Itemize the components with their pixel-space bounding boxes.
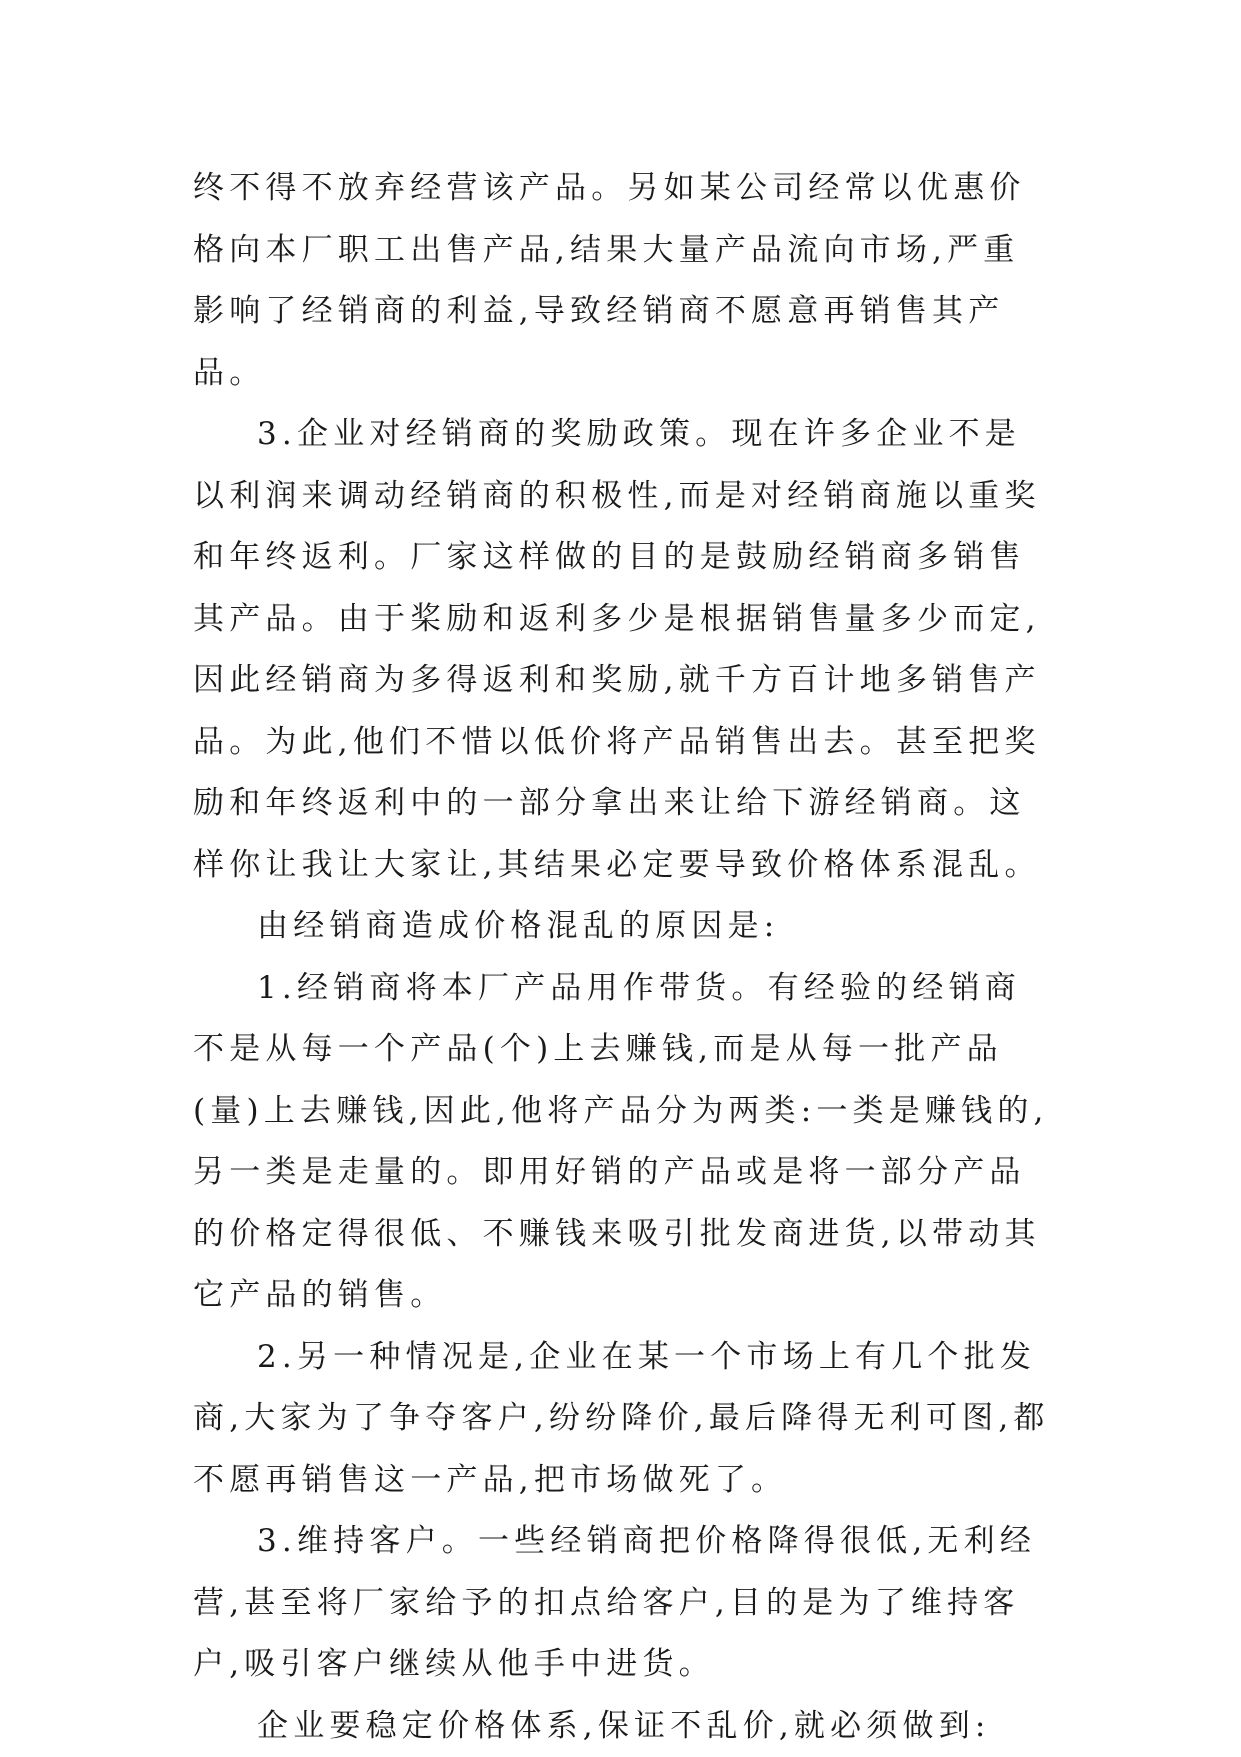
paragraph: 企业要稳定价格体系,保证不乱价,就必须做到:	[193, 1696, 1053, 1757]
paragraph: 1.经销商将本厂产品用作带货。有经验的经销商不是从每一个产品(个)上去赚钱,而是从每一批产品(量)上去赚钱,因此,他将产品分为两类:一类是赚钱的,另一类是走量的。即用好销的产品或是将一部分产品的价格定得很低、不赚钱来吸引批发商进货,以带动其它产品的销售。	[193, 958, 1053, 1327]
body-text	[193, 158, 1053, 1757]
paragraph: 3.企业对经销商的奖励政策。现在许多企业不是以利润来调动经销商的积极性,而是对经销商施以重奖和年终返利。厂家这样做的目的是鼓励经销商多销售其产品。由于桨励和返利多少是根据销售量多少而定,因此经销商为多得返利和奖励,就千方百计地多销售产品。为此,他们不惜以低价将产品销售出去。甚至把奖励和年终返利中的一部分拿出来让给下游经销商。这样你让我让大家让,其结果必定要导致价格体系混乱。	[193, 404, 1053, 896]
paragraph: 2.另一种情况是,企业在某一个市场上有几个批发商,大家为了争夺客户,纷纷降价,最后降得无利可图,都不愿再销售这一产品,把市场做死了。	[193, 1327, 1053, 1512]
paragraph: 3.维持客户。一些经销商把价格降得很低,无利经营,甚至将厂家给予的扣点给客户,目的是为了维持客户,吸引客户继续从他手中进货。	[193, 1511, 1053, 1696]
paragraph: 终不得不放弃经营该产品。另如某公司经常以优惠价格向本厂职工出售产品,结果大量产品流向市场,严重影响了经销商的利益,导致经销商不愿意再销售其产品。	[193, 158, 1053, 404]
paragraph: 由经销商造成价格混乱的原因是:	[193, 896, 1053, 958]
